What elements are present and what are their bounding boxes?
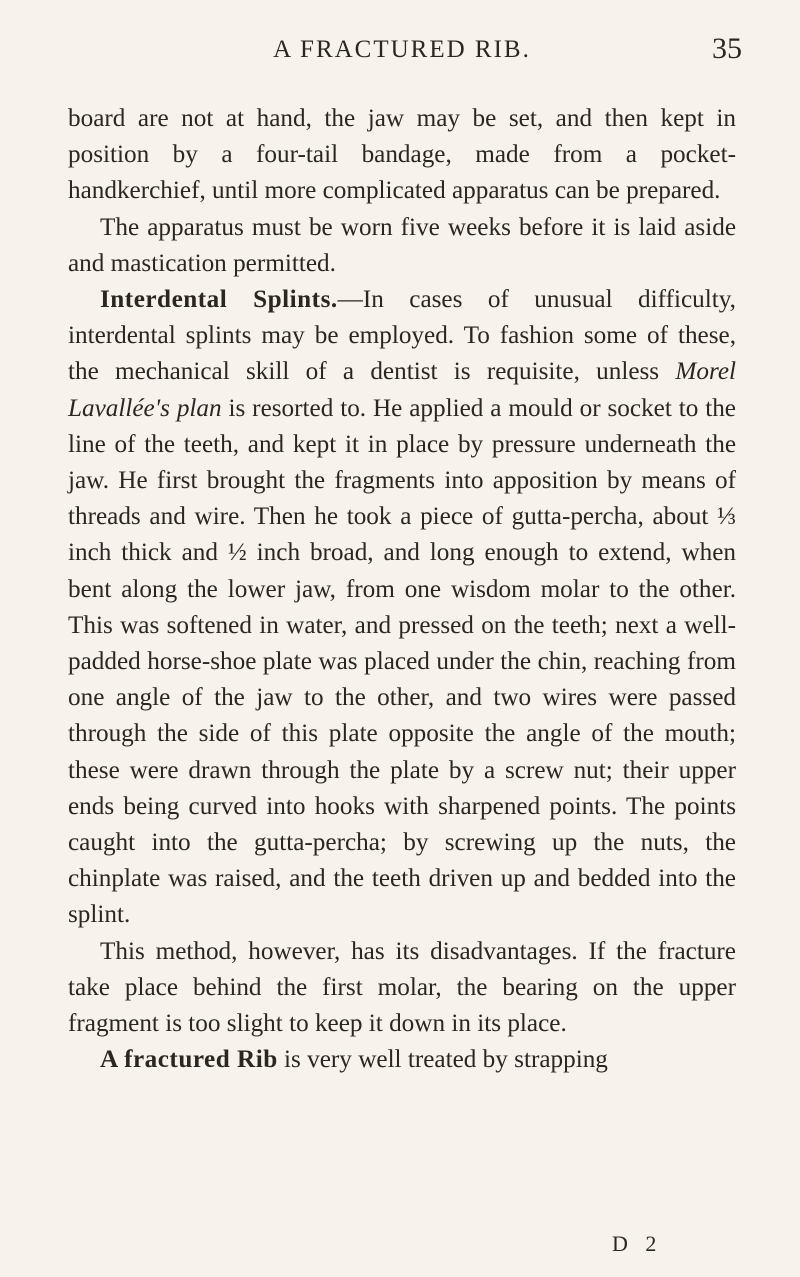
page-number: 35: [712, 32, 742, 65]
body-text: [68, 101, 736, 1078]
paragraph-fractured-rib: [68, 1042, 736, 1078]
paragraph-text: board are not at hand, the jaw may be set, and then kept in position by a four-tail bandage, made from a pocket-handkerchief, until more complicated apparatus can be prepared.: [68, 105, 736, 205]
running-title: A FRACTURED RIB.: [273, 36, 531, 63]
paragraph-interdental-splints: [68, 282, 736, 934]
run-in-heading: A fractured Rib: [100, 1046, 278, 1074]
paragraph-text: This method, however, has its disadvantages. If the fracture take place behind the first molar, the bearing on the upper fragment is too slight to keep it down in its place.: [68, 937, 736, 1038]
run-in-heading: Interdental Splints.: [100, 286, 338, 314]
running-head: [68, 32, 742, 76]
paragraph-disadvantages: [68, 934, 736, 1043]
paragraph-text: —In cases of unusual difficulty, interdental splints may be employed. To fashion some of these, the mechanical skill of a dentist is requisite, unless: [68, 286, 736, 386]
paragraph-continued: [68, 101, 736, 210]
signature-mark: D 2: [612, 1231, 663, 1256]
emphasized-text: Morel Lavallée's plan: [68, 358, 736, 422]
paragraph-text: The apparatus must be worn five weeks before it is laid aside and mastication permitted.: [68, 213, 736, 277]
paragraph-apparatus: [68, 210, 736, 282]
paragraph-text: is resorted to. He applied a mould or socket to the line of the teeth, and kept it in place by pressure underneath the jaw. He first brought the fragments into apposition by means of threads and wire. Then he took a piece of gutta-percha, about ⅓ inch thick and ½ inch broad, and long enough to extend, when bent along the lower jaw, from one wisdom molar to the other. This was softened in water, and pressed on the teeth; next a well-padded horse-shoe plate was placed under the chin, reaching from one angle of the jaw to the other, and two wires were passed through the side of this plate opposite the angle of the mouth; these were drawn through the plate by a screw nut; their upper ends being curved into hooks with sharpened points. The points caught into the gutta-percha; by screwing up the nuts, the chinplate was raised, and the teeth driven up and bedded into the splint.: [68, 394, 736, 929]
paragraph-text: is very well treated by strapping: [277, 1046, 608, 1074]
